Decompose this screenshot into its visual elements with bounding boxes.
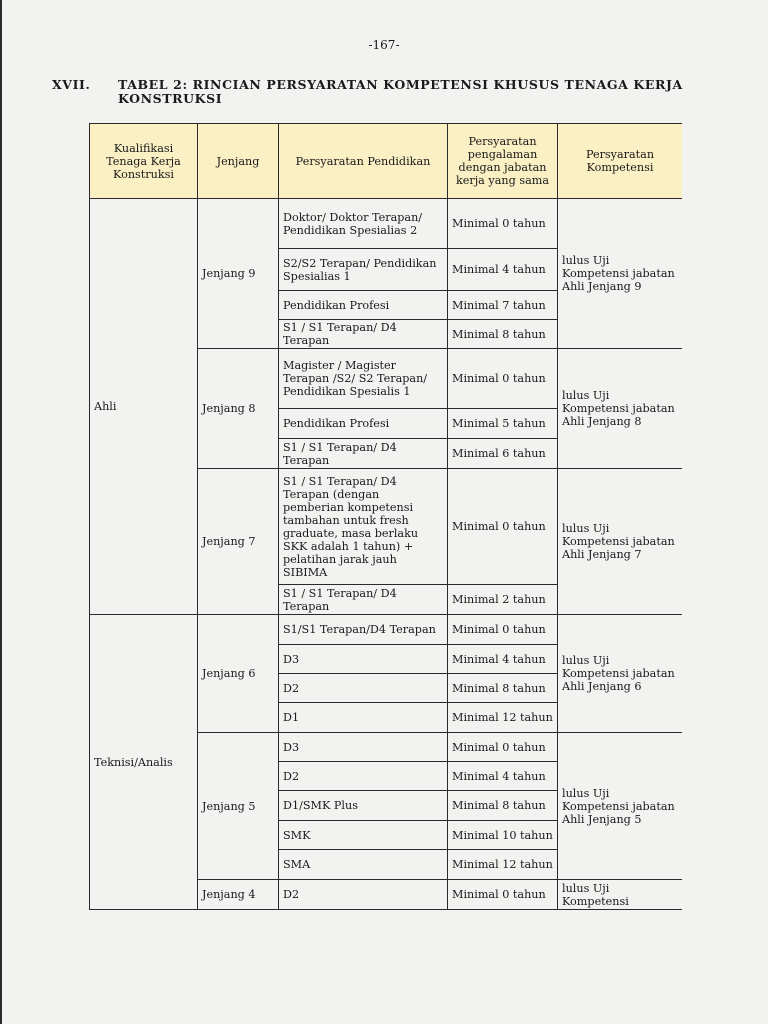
cell-pengalaman: Minimal 2 tahun — [448, 585, 558, 615]
cell-pengalaman: Minimal 7 tahun — [448, 291, 558, 320]
cell-kompetensi: lulus Uji Kompetensi jabatan Ahli Jenjang 8 — [558, 349, 683, 469]
cell-pendidikan: D3 — [279, 645, 448, 674]
cell-kompetensi: lulus Uji Kompetensi — [558, 880, 683, 910]
cell-pengalaman: Minimal 12 tahun — [448, 850, 558, 880]
cell-pendidikan: Magister / Magister Terapan /S2/ S2 Terapan/ Pendidikan Spesialis 1 — [279, 349, 448, 409]
cell-jenjang: Jenjang 5 — [198, 733, 279, 880]
cell-pendidikan: S1/S1 Terapan/D4 Terapan — [279, 615, 448, 645]
page-edge-line — [0, 0, 2, 1024]
cell-kompetensi: lulus Uji Kompetensi jabatan Ahli Jenjang 6 — [558, 615, 683, 733]
cell-jenjang: Jenjang 7 — [198, 469, 279, 615]
cell-kompetensi: lulus Uji Kompetensi jabatan Ahli Jenjang 5 — [558, 733, 683, 880]
cell-kompetensi: lulus Uji Kompetensi jabatan Ahli Jenjang 7 — [558, 469, 683, 615]
cell-pengalaman: Minimal 5 tahun — [448, 409, 558, 439]
cell-pengalaman: Minimal 0 tahun — [448, 615, 558, 645]
cell-pengalaman: Minimal 8 tahun — [448, 791, 558, 821]
header-pengalaman: Persyaratan pengalaman dengan jabatan kerja yang sama — [448, 124, 558, 199]
cell-kompetensi: lulus Uji Kompetensi jabatan Ahli Jenjang 9 — [558, 199, 683, 349]
cell-pendidikan: S1 / S1 Terapan/ D4 Terapan — [279, 320, 448, 349]
cell-pengalaman: Minimal 10 tahun — [448, 821, 558, 850]
cell-pendidikan: SMK — [279, 821, 448, 850]
cell-jenjang: Jenjang 9 — [198, 199, 279, 349]
cell-pengalaman: Minimal 0 tahun — [448, 349, 558, 409]
page-number: -167- — [368, 38, 400, 52]
header-jenjang: Jenjang — [198, 124, 279, 199]
cell-pendidikan: D2 — [279, 762, 448, 791]
cell-kualifikasi: Teknisi/Analis — [90, 615, 198, 910]
cell-pengalaman: Minimal 0 tahun — [448, 469, 558, 585]
section-number: XVII. — [52, 77, 91, 92]
section-title: TABEL 2: RINCIAN PERSYARATAN KOMPETENSI KHUSUS TENAGA KERJA KONSTRUKSI — [118, 77, 683, 106]
cell-pengalaman: Minimal 12 tahun — [448, 703, 558, 733]
cell-pendidikan: Pendidikan Profesi — [279, 409, 448, 439]
cell-jenjang: Jenjang 6 — [198, 615, 279, 733]
cell-pendidikan: D1/SMK Plus — [279, 791, 448, 821]
cell-jenjang: Jenjang 4 — [198, 880, 279, 910]
cell-pendidikan: S1 / S1 Terapan/ D4 Terapan — [279, 585, 448, 615]
cell-pengalaman: Minimal 4 tahun — [448, 762, 558, 791]
cell-pengalaman: Minimal 0 tahun — [448, 199, 558, 249]
table-row — [90, 615, 683, 645]
requirements-table — [89, 123, 682, 910]
cell-pendidikan: D3 — [279, 733, 448, 762]
cell-pendidikan: D1 — [279, 703, 448, 733]
requirements-table-wrapper — [89, 123, 682, 911]
table-header-row — [90, 124, 683, 199]
cell-pengalaman: Minimal 8 tahun — [448, 320, 558, 349]
header-kompetensi: Persyaratan Kompetensi — [558, 124, 683, 199]
cell-pendidikan: Doktor/ Doktor Terapan/ Pendidikan Spesialias 2 — [279, 199, 448, 249]
cell-jenjang: Jenjang 8 — [198, 349, 279, 469]
cell-pengalaman: Minimal 8 tahun — [448, 674, 558, 703]
table-row — [90, 199, 683, 249]
cell-pendidikan: S2/S2 Terapan/ Pendidikan Spesialias 1 — [279, 249, 448, 291]
cell-pengalaman: Minimal 4 tahun — [448, 249, 558, 291]
cell-pendidikan: S1 / S1 Terapan/ D4 Terapan — [279, 439, 448, 469]
header-pendidikan: Persyaratan Pendidikan — [279, 124, 448, 199]
table-body — [90, 199, 683, 910]
cell-pendidikan: S1 / S1 Terapan/ D4 Terapan (dengan pemberian kompetensi tambahan untuk fresh graduate, masa berlaku SKK adalah 1 tahun) + pelatihan jarak jauh SIBIMA — [279, 469, 448, 585]
cell-pendidikan: D2 — [279, 880, 448, 910]
cell-pengalaman: Minimal 0 tahun — [448, 733, 558, 762]
cell-pendidikan: D2 — [279, 674, 448, 703]
cell-pendidikan: Pendidikan Profesi — [279, 291, 448, 320]
cell-pengalaman: Minimal 6 tahun — [448, 439, 558, 469]
cell-pengalaman: Minimal 4 tahun — [448, 645, 558, 674]
cell-pendidikan: SMA — [279, 850, 448, 880]
cell-kualifikasi: Ahli — [90, 199, 198, 615]
cell-pengalaman: Minimal 0 tahun — [448, 880, 558, 910]
header-kualifikasi: Kualifikasi Tenaga Kerja Konstruksi — [90, 124, 198, 199]
